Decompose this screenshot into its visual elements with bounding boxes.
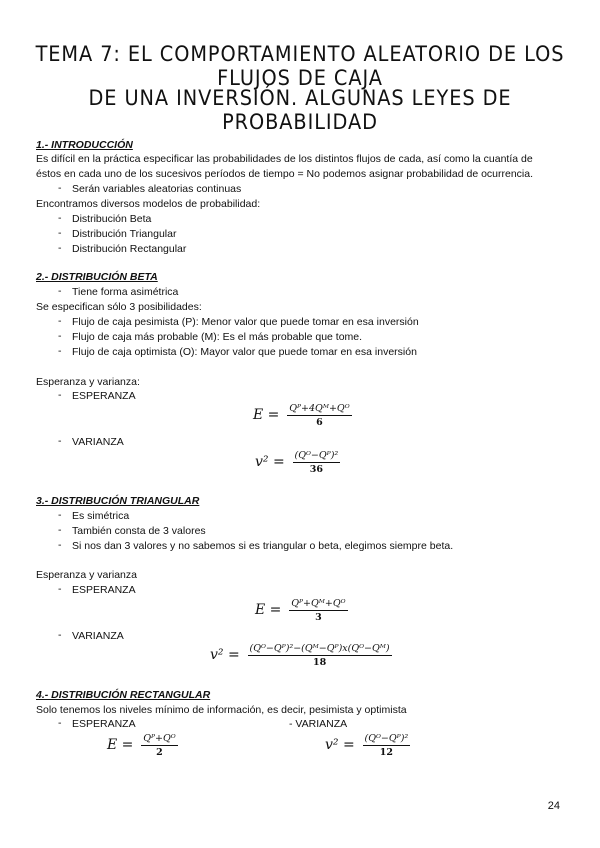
esperanza-label: ESPERANZA — [72, 390, 136, 402]
formula-lhs: v² = — [325, 737, 355, 753]
title-line-2: DE UNA INVERSIÓN. ALGUNAS LEYES DE PROBABILIDAD — [88, 86, 512, 134]
bullet-dash: - — [58, 435, 62, 447]
bullet-dash: - — [58, 227, 62, 239]
flow-item: Flujo de caja más probable (M): Es el más probable que tome. — [72, 331, 363, 343]
bullet-dash: - — [58, 583, 62, 595]
formula-lhs: E = — [253, 407, 280, 423]
sec3-paragraph-1: Esperanza y varianza — [36, 569, 137, 581]
bullet-dash: - — [58, 717, 62, 729]
bullet-dash: - — [58, 315, 62, 327]
bullet-dash: - — [58, 182, 62, 194]
formula-numerator: Qᴾ+Qᴼ — [143, 733, 176, 744]
sec1-paragraph-3: Encontramos diversos modelos de probabilidad: — [36, 198, 261, 210]
triangular-varianza-formula — [210, 643, 392, 668]
sec2-bullet: Tiene forma asimétrica — [72, 286, 179, 298]
section-3-heading: 3.- DISTRIBUCIÓN TRIANGULAR — [36, 495, 200, 507]
model-item: Distribución Beta — [72, 213, 152, 225]
bullet-dash: - — [58, 212, 62, 224]
formula-numerator: (Qᴼ−Qᴾ)²−(Qᴹ−Qᴾ)x(Qᴼ−Qᴹ) — [249, 643, 390, 654]
bullet-dash: - — [58, 285, 62, 297]
varianza-label: VARIANZA — [72, 630, 124, 642]
formula-denominator: 12 — [379, 747, 393, 758]
triangular-esperanza-formula — [255, 598, 348, 623]
title-line-1: TEMA 7: EL COMPORTAMIENTO ALEATORIO DE LOS FLUJOS DE CAJA — [35, 42, 565, 90]
section-2-heading: 2.- DISTRIBUCIÓN BETA — [36, 271, 158, 283]
formula-lhs: v² = — [255, 454, 285, 470]
formula-numerator: Qᴾ+Qᴹ+Qᴼ — [291, 598, 346, 609]
flow-item: Flujo de caja pesimista (P): Menor valor que puede tomar en esa inversión — [72, 316, 419, 328]
formula-lhs: E = — [255, 602, 282, 618]
formula-denominator: 6 — [316, 417, 323, 428]
formula-denominator: 2 — [156, 747, 163, 758]
model-item: Distribución Triangular — [72, 228, 177, 240]
formula-numerator: (Qᴼ−Qᴾ)² — [294, 450, 339, 461]
formula-numerator: (Qᴼ−Qᴾ)² — [364, 733, 409, 744]
sec1-bullet: Serán variables aleatorias continuas — [72, 183, 242, 195]
sec1-paragraph-1: Es difícil en la práctica especificar las probabilidades de los distintos flujos de cada, así como la cuantía de — [36, 153, 533, 165]
sec2-paragraph-2: Esperanza y varianza: — [36, 376, 140, 388]
bullet-dash: - — [58, 242, 62, 254]
triangular-item: Si nos dan 3 valores y no sabemos si es triangular o beta, elegimos siempre beta. — [72, 540, 454, 552]
beta-varianza-formula — [255, 450, 340, 475]
esperanza-label: ESPERANZA — [72, 718, 136, 730]
formula-numerator: Qᴾ+4Qᴹ+Qᴼ — [289, 403, 350, 414]
formula-denominator: 18 — [312, 657, 327, 668]
triangular-item: También consta de 3 valores — [72, 525, 206, 537]
rectangular-varianza-formula — [325, 733, 410, 758]
flow-item: Flujo de caja optimista (O): Mayor valor que puede tomar en esa inversión — [72, 346, 417, 358]
bullet-dash: - — [58, 524, 62, 536]
varianza-label: - VARIANZA — [289, 718, 348, 730]
bullet-dash: - — [58, 539, 62, 551]
model-item: Distribución Rectangular — [72, 243, 187, 255]
varianza-label: VARIANZA — [72, 436, 124, 448]
bullet-dash: - — [58, 629, 62, 641]
formula-lhs: E = — [107, 737, 134, 753]
bullet-dash: - — [58, 509, 62, 521]
bullet-dash: - — [58, 345, 62, 357]
page-number: 24 — [547, 800, 560, 812]
sec2-paragraph-1: Se especifican sólo 3 posibilidades: — [36, 301, 202, 313]
triangular-item: Es simétrica — [72, 510, 130, 522]
formula-denominator: 3 — [315, 612, 322, 623]
bullet-dash: - — [58, 330, 62, 342]
sec1-paragraph-2: éstos en cada uno de los sucesivos períodos de tiempo = No podemos asignar probabilidad de ocurrencia. — [36, 168, 534, 180]
formula-lhs: v² = — [210, 647, 240, 663]
sec4-paragraph-1: Solo tenemos los niveles mínimo de información, es decir, pesimista y optimista — [36, 704, 407, 716]
section-4-heading: 4.- DISTRIBUCIÓN RECTANGULAR — [36, 689, 211, 701]
esperanza-label: ESPERANZA — [72, 584, 136, 596]
beta-esperanza-formula — [253, 403, 352, 428]
bullet-dash: - — [58, 389, 62, 401]
formula-denominator: 36 — [309, 464, 323, 475]
rectangular-esperanza-formula — [107, 733, 178, 758]
section-1-heading: 1.- INTRODUCCIÓN — [36, 139, 133, 151]
